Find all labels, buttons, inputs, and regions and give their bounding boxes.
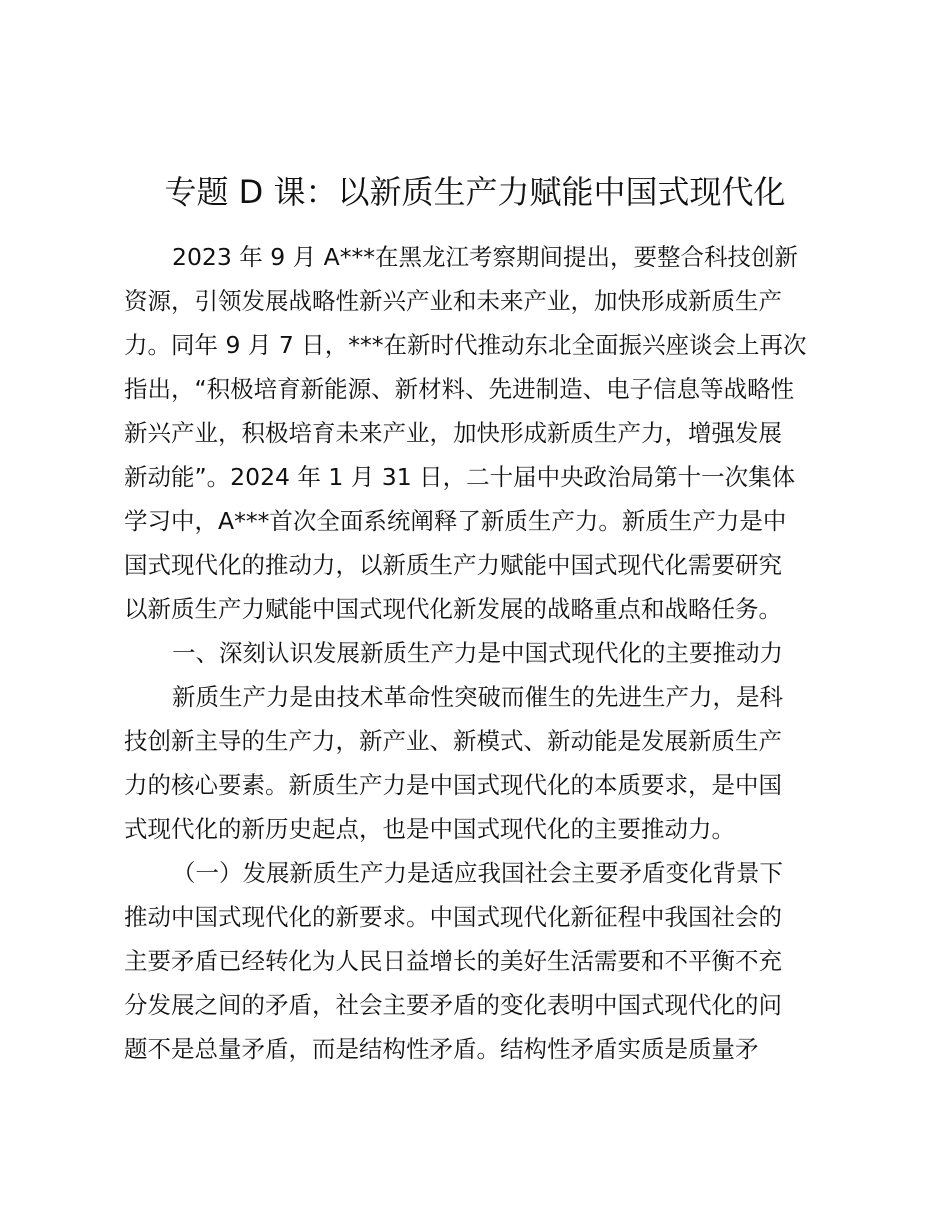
text-line: 推动中国式现代化的新要求。中国式现代化新征程中我国社会的 [124,903,782,931]
text-line: 题不是总量矛盾，而是结构性矛盾。结构性矛盾实质是质量矛 [124,1035,759,1063]
section-heading: 一、深刻认识发展新质生产力是中国式现代化的主要推动力 [172,639,783,667]
text-line: 力。同年 9 月 7 日，***在新时代推动东北全面振兴座谈会上再次 [124,331,807,359]
document-body [124,235,834,1071]
text-line: 资源，引领发展战略性新兴产业和未来产业，加快形成新质生产 [124,287,782,315]
text-line: 技创新主导的生产力，新产业、新模式、新动能是发展新质生产 [124,727,782,755]
text-line: 式现代化的新历史起点，也是中国式现代化的主要推动力。 [124,815,735,843]
text-line: 分发展之间的矛盾，社会主要矛盾的变化表明中国式现代化的问 [124,991,782,1019]
text-line: 2023 年 9 月 A***在黑龙江考察期间提出，要整合科技创新 [172,243,798,271]
subsection-heading: （一）发展新质生产力是适应我国社会主要矛盾变化背景下 [172,859,783,887]
text-line: 力的核心要素。新质生产力是中国式现代化的本质要求，是中国 [124,771,782,799]
text-line: 国式现代化的推动力，以新质生产力赋能中国式现代化需要研究 [124,551,782,579]
text-line: 以新质生产力赋能中国式现代化新发展的战略重点和战略任务。 [124,595,782,623]
text-line: 新兴产业，积极培育未来产业，加快形成新质生产力，增强发展 [124,419,782,447]
text-line: 主要矛盾已经转化为人民日益增长的美好生活需要和不平衡不充 [124,947,782,975]
document-title: 专题 D 课：以新质生产力赋能中国式现代化 [164,173,786,211]
text-line: 学习中，A***首次全面系统阐释了新质生产力。新质生产力是中 [124,507,787,535]
text-line: 新质生产力是由技术革命性突破而催生的先进生产力，是科 [172,683,783,711]
text-line: 新动能”。2024 年 1 月 31 日，二十届中央政治局第十一次集体 [124,463,796,491]
text-line: 指出，“积极培育新能源、新材料、先进制造、电子信息等战略性 [124,375,795,403]
